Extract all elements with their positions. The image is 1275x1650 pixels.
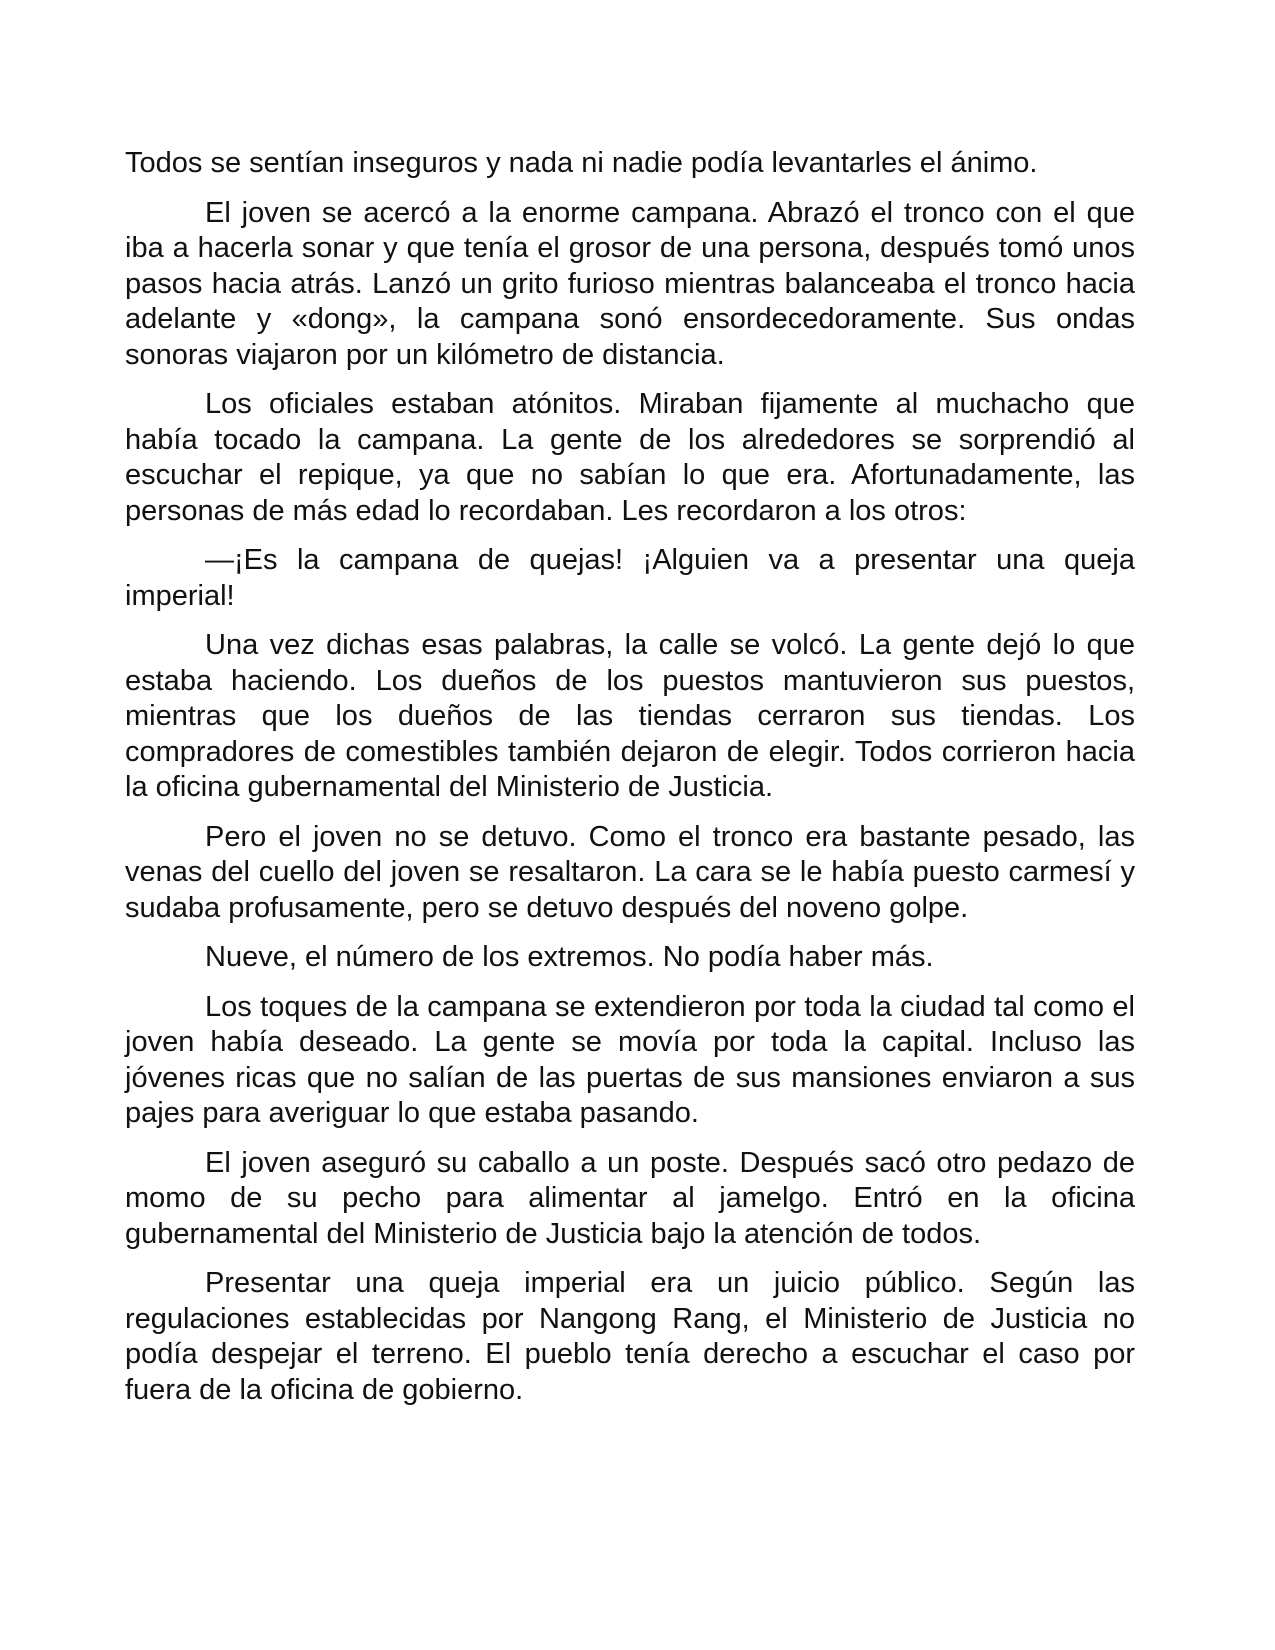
paragraph-10: Presentar una queja imperial era un juicio público. Según las regulaciones establecidas por Nangong Rang, el Ministerio de Justicia no podía despejar el terreno. El pueblo tenía derecho a escuchar el caso por fuera de la oficina de gobierno. <box>125 1267 1135 1406</box>
paragraph-6: Pero el joven no se detuvo. Como el tronco era bastante pesado, las venas del cuello del joven se resaltaron. La cara se le había puesto carmesí y sudaba profusamente, pero se detuvo después del noveno golpe. <box>125 820 1135 924</box>
paragraph-4: —¡Es la campana de quejas! ¡Alguien va a presentar una queja imperial! <box>125 544 1135 612</box>
paragraph-5: Una vez dichas esas palabras, la calle se volcó. La gente dejó lo que estaba haciendo. Los dueños de los puestos mantuvieron sus puestos, mientras que los dueños de las tiendas cerraron sus tiendas. Los compradores de comestibles también dejaron de elegir. Todos corrieron hacia la oficina gubernamental del Ministerio de Justicia. <box>125 629 1135 803</box>
document-page <box>125 146 1135 1422</box>
paragraph-1: Todos se sentían inseguros y nada ni nadie podía levantarles el ánimo. <box>125 147 1038 179</box>
paragraph-8: Los toques de la campana se extendieron por toda la ciudad tal como el joven había deseado. La gente se movía por toda la capital. Incluso las jóvenes ricas que no salían de las puertas de sus mansiones enviaron a sus pajes para averiguar lo que estaba pasando. <box>125 990 1135 1129</box>
paragraph-2: El joven se acercó a la enorme campana. Abrazó el tronco con el que iba a hacerla sonar y que tenía el grosor de una persona, después tomó unos pasos hacia atrás. Lanzó un grito furioso mientras balanceaba el tronco hacia adelante y «dong», la campana sonó ensordecedoramente. Sus ondas sonoras viajaron por un kilómetro de distancia. <box>125 196 1135 371</box>
paragraph-3: Los oficiales estaban atónitos. Miraban fijamente al muchacho que había tocado la campana. La gente de los alrededores se sorprendió al escuchar el repique, ya que no sabían lo que era. Afortunadamente, las personas de más edad lo recordaban. Les recordaron a los otros: <box>125 388 1135 527</box>
paragraph-7: Nueve, el número de los extremos. No podía haber más. <box>205 941 934 973</box>
paragraph-9: El joven aseguró su caballo a un poste. Después sacó otro pedazo de momo de su pecho para alimentar al jamelgo. Entró en la oficina gubernamental del Ministerio de Justicia bajo la atención de todos. <box>125 1146 1135 1250</box>
